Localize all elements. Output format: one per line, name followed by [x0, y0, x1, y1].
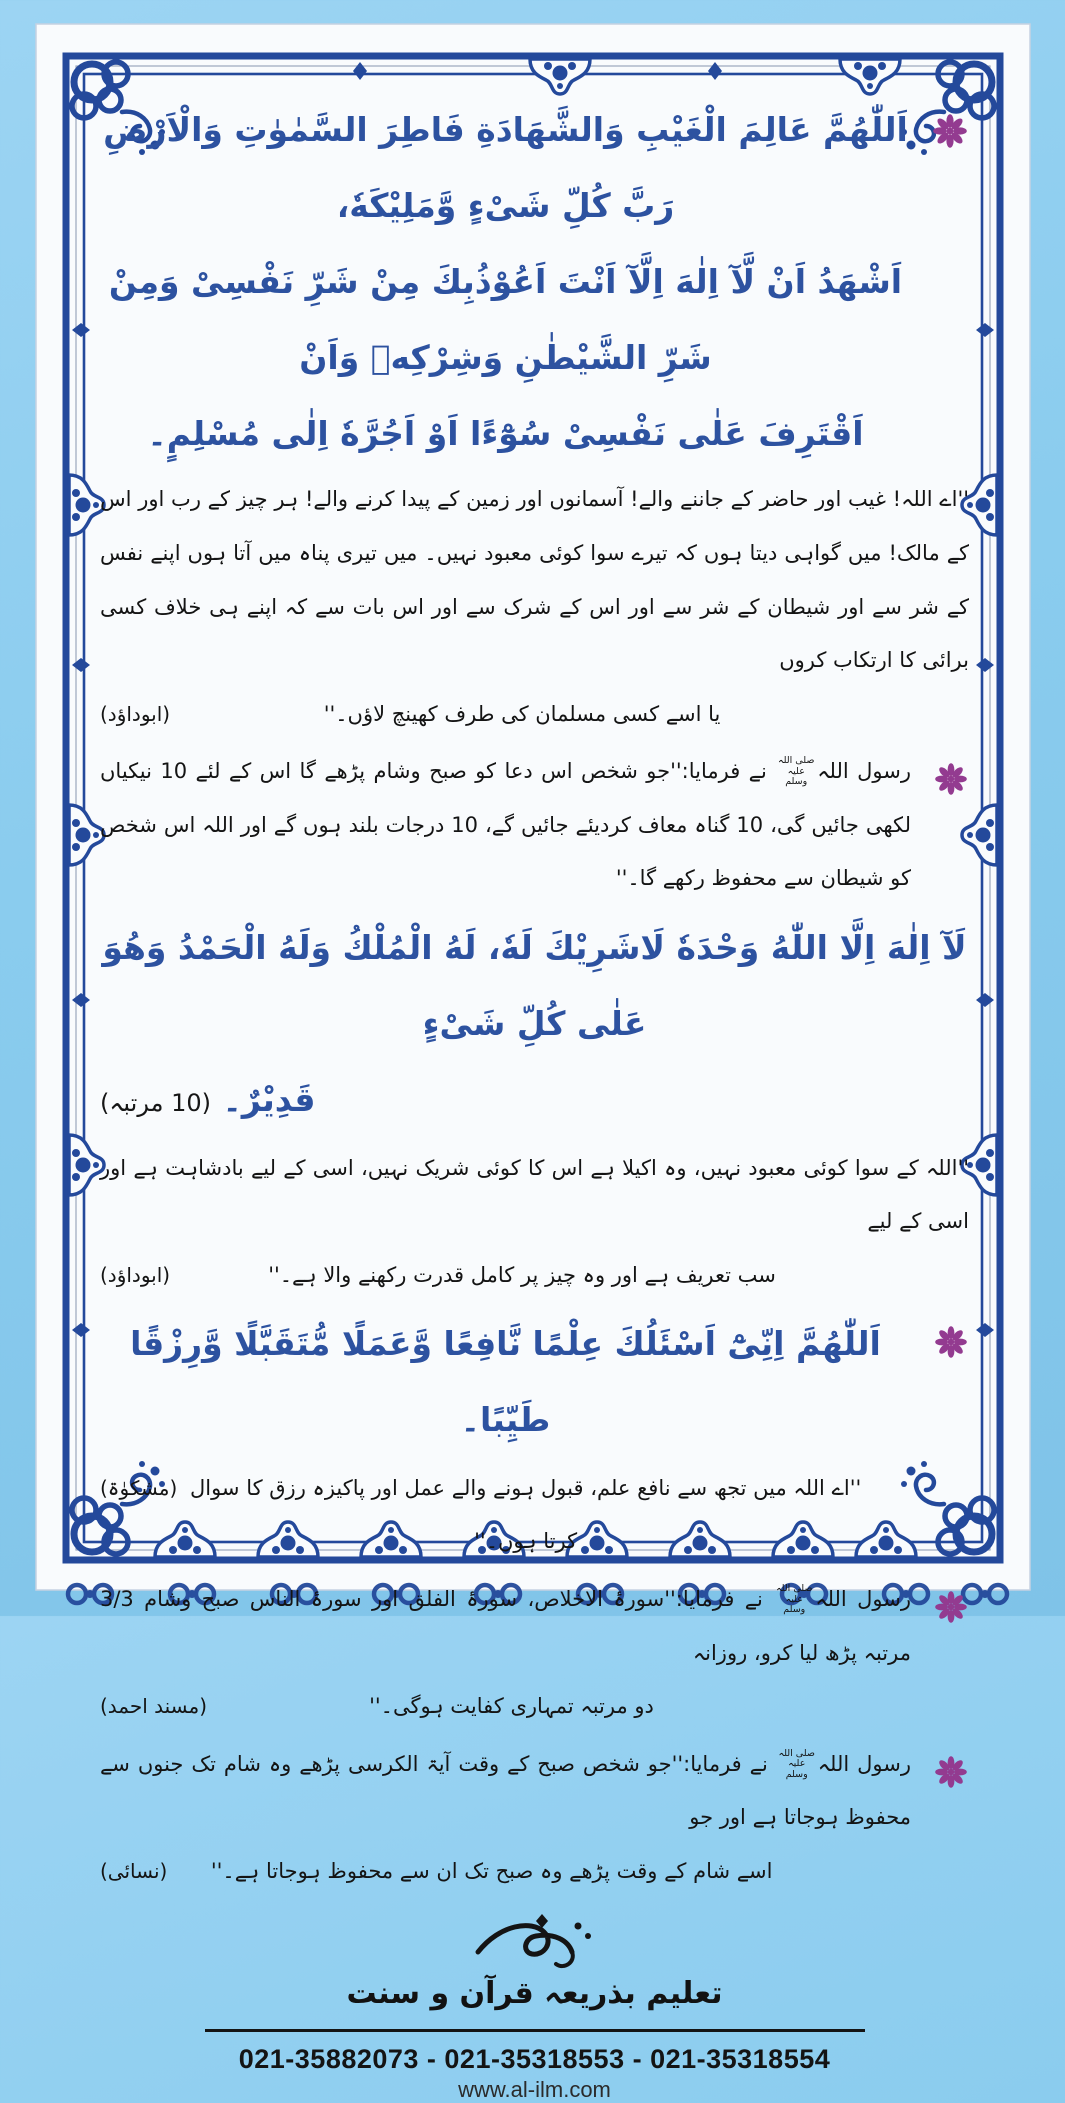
urdu-translation: ''اے اللہ! غیب اور حاضر کے جاننے والے! آسمانوں اور زمین کے پیدا کرنے والے! ہر چیز کے رب اور اس کے مالک! میں گواہی دیتا ہوں کہ تیرے سوا کوئی معبود نہیں۔ میں تیری پناہ میں آتا ہوں اپنے نفس کے شر سے اور شیطان کے شر سے اور اس کے شرک سے اور اس بات سے کہ اپنے ہی خلاف کسی برائی کا ارتکاب کروں: [100, 487, 969, 673]
hadith-text: [100, 1738, 911, 1845]
translation-section-3: [100, 1462, 969, 1569]
hadith-reference: (مسند احمد): [100, 1694, 208, 1719]
honorific-seal: صلی اللہ علیہ وسلم: [776, 1583, 813, 1616]
hadith-reference: (ابوداؤد): [100, 701, 171, 726]
phone-numbers: 021-35882073 - 021-35318553 - 021-35318554: [238, 2044, 831, 2075]
footer: [100, 1908, 969, 2103]
translation-tail-row: [100, 1249, 969, 1303]
flower-rosette-icon: [935, 763, 967, 799]
urdu-translation-tail: ''اے اللہ میں تجھ سے نافع علم، قبول ہونے والے عمل اور پاکیزہ رزق کا سوال کرتا ہوں۔'': [189, 1475, 862, 1554]
hadith-section-2: [100, 1573, 969, 1734]
organization-title: تعلیم بذریعہ قرآن و سنت: [346, 1976, 723, 2012]
dua-section-2: [100, 910, 969, 1138]
hadith-tail-row: [100, 1845, 911, 1899]
divider-line: [205, 2029, 865, 2032]
narrator: رسول اللہ: [815, 1587, 911, 1612]
hadith-body: نے فرمایا:''سورۂ الاخلاص، سورۂ الفلق اور سورۂ الناس صبح وشام 3/3 مرتبہ پڑھ لیا کرو، روزانہ: [100, 1587, 911, 1665]
flower-rosette-icon: [935, 1756, 967, 1792]
hadith-section-1: [100, 745, 969, 906]
arabic-dua-end: قَدِيْرٌ۔: [222, 1079, 316, 1119]
hadith-reference: (نسائی): [100, 1858, 168, 1883]
hadith-tail: اسے شام کے وقت پڑھے وہ صبح تک ان سے محفوظ ہوجاتا ہے۔'': [210, 1858, 773, 1883]
hadith-text: [100, 745, 911, 906]
urdu-translation: ''اللہ کے سوا کوئی معبود نہیں، وہ اکیلا ہے اس کا کوئی شریک نہیں، اسی کے لیے بادشاہت ہے اور اسی کے لیے: [100, 1155, 969, 1234]
flower-rosette-icon: [935, 1326, 967, 1362]
flower-rosette-icon: [935, 1591, 967, 1627]
urdu-translation-tail: یا اسے کسی مسلمان کی طرف کھینچ لاؤں۔'': [323, 701, 721, 726]
website-url: www.al-ilm.com: [458, 2077, 611, 2103]
arabic-dua-line: اَللّٰهُمَّ اِنِّیْٓ اَسْئَلُكَ عِلْمًا نَّافِعًا وَّعَمَلًا مُّتَقَبَّلًا وَّرِزْقًا طَيِّبًا۔: [130, 1324, 881, 1440]
urdu-translation-tail: سب تعریف ہے اور وہ چیز پر کامل قدرت رکھنے والا ہے۔'': [268, 1262, 776, 1287]
hadith-reference: (ابوداؤد): [100, 1262, 171, 1287]
hadith-section-3: [100, 1738, 969, 1899]
translation-section-2: [100, 1142, 969, 1303]
arabic-dua-line: اَقْتَرِفَ عَلٰی نَفْسِیْ سُوْٓءًا اَوْ اَجُرَّهٗ اِلٰی مُسْلِمٍ۔: [147, 413, 864, 453]
honorific-seal: صلی اللہ علیہ وسلم: [778, 755, 815, 788]
dua-section-1: [100, 92, 969, 471]
hadith-text: [100, 1573, 911, 1680]
arabic-dua-line: لَآ اِلٰهَ اِلَّا اللّٰهُ وَحْدَهٗ لَاشَرِيْكَ لَهٗ، لَهُ الْمُلْكُ وَلَهُ الْحَمْدُ وَهُوَ عَلٰی كُلِّ شَیْءٍ: [102, 927, 967, 1043]
translation-tail-row: [100, 688, 969, 742]
arabic-dua-line: اَللّٰهُمَّ عَالِمَ الْغَيْبِ وَالشَّهَادَةِ فَاطِرَ السَّمٰوٰتِ وَالْاَرْضِ رَبَّ كُلِّ شَیْءٍ وَّمَلِيْكَهٗ،: [103, 110, 908, 225]
flower-rosette-icon: [933, 114, 967, 152]
repeat-count: (10 مرتبہ): [100, 1088, 211, 1117]
hadith-tail-row: [100, 1680, 911, 1734]
translation-tail-row: [100, 1462, 969, 1569]
hadith-tail: دو مرتبہ تمہاری کفایت ہوگی۔'': [369, 1694, 654, 1719]
hadith-reference: (مشکوٰۃ): [100, 1475, 178, 1500]
dua-section-3: [100, 1306, 969, 1458]
hadith-body: نے فرمایا:''جو شخص اس دعا کو صبح وشام پڑھے گا اس کے لئے 10 نیکیاں لکھی جائیں گی، 10 گناہ معاف کردیئے جائیں گے، 10 درجات بلند ہوں گے اور اللہ اس شخص کو شیطان سے محفوظ رکھے گا۔'': [100, 759, 911, 891]
page-content: [100, 92, 969, 2103]
narrator: رسول اللہ: [817, 759, 911, 784]
honorific-seal: صلی اللہ علیہ وسلم: [778, 1747, 815, 1780]
hadith-body: نے فرمایا:''جو شخص صبح کے وقت آیۃ الکرسی پڑھے وہ شام تک جنوں سے محفوظ ہوجاتا ہے اور جو: [100, 1751, 911, 1830]
arabic-dua-line: [100, 1062, 969, 1138]
translation-section-1: [100, 473, 969, 741]
calligraphic-flourish-icon: [470, 1908, 600, 1970]
narrator: رسول اللہ: [817, 1751, 911, 1776]
arabic-dua-line: اَشْهَدُ اَنْ لَّآ اِلٰهَ اِلَّآ اَنْتَ اَعُوْذُبِكَ مِنْ شَرِّ نَفْسِیْ وَمِنْ شَرِّ الشَّيْطٰنِ وَشِرْكِهٖ وَاَنْ: [108, 261, 903, 377]
